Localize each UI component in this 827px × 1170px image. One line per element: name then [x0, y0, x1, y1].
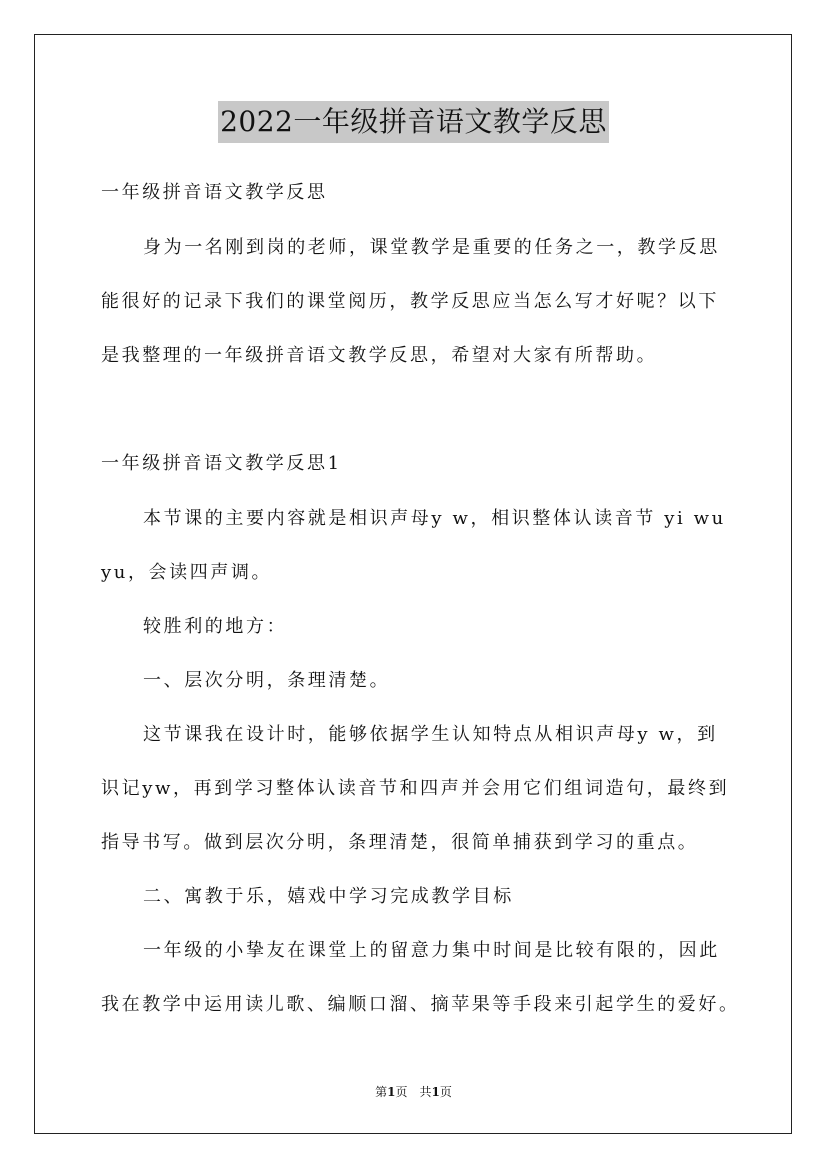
point-1: 一、层次分明，条理清楚。: [143, 670, 391, 691]
page-footer: [0, 1084, 827, 1100]
footer-prefix: 第: [375, 1085, 388, 1099]
section-heading-2: 一年级拼音语文教学反思1: [101, 453, 342, 474]
point-2: 二、寓教于乐，嬉戏中学习完成教学目标: [143, 886, 514, 907]
paragraph-1-line-1: 本节课的主要内容就是相识声母y w，相识整体认读音节 yi wu: [143, 508, 726, 529]
paragraph-1-line-2: yu，会读四声调。: [101, 562, 273, 583]
footer-suffix: 页: [439, 1085, 452, 1099]
document-title: 2022一年级拼音语文教学反思: [218, 101, 609, 143]
paragraph-3-line-2: 我在教学中运用读儿歌、编顺口溜、摘苹果等手段来引起学生的爱好。: [101, 994, 740, 1015]
section-heading-1: 一年级拼音语文教学反思: [101, 182, 328, 203]
success-label: 较胜利的地方：: [143, 616, 288, 637]
paragraph-3-line-1: 一年级的小挚友在课堂上的留意力集中时间是比较有限的，因此: [143, 940, 720, 961]
intro-line-3: 是我整理的一年级拼音语文教学反思，希望对大家有所帮助。: [101, 345, 658, 366]
paragraph-2-line-3: 指导书写。做到层次分明，条理清楚，很简单捕获到学习的重点。: [101, 832, 699, 853]
footer-page-total: 1: [431, 1085, 440, 1099]
intro-line-2: 能很好的记录下我们的课堂阅历，教学反思应当怎么写才好呢？以下: [101, 291, 719, 312]
paragraph-2-line-2: 识记yw，再到学习整体认读音节和四声并会用它们组词造句，最终到: [101, 778, 730, 799]
intro-line-1: 身为一名刚到岗的老师，课堂教学是重要的任务之一，教学反思: [143, 237, 720, 258]
footer-page-number: 1: [387, 1085, 396, 1099]
footer-middle: 页 共: [395, 1085, 432, 1099]
paragraph-2-line-1: 这节课我在设计时，能够依据学生认知特点从相识声母y w，到: [143, 724, 718, 745]
